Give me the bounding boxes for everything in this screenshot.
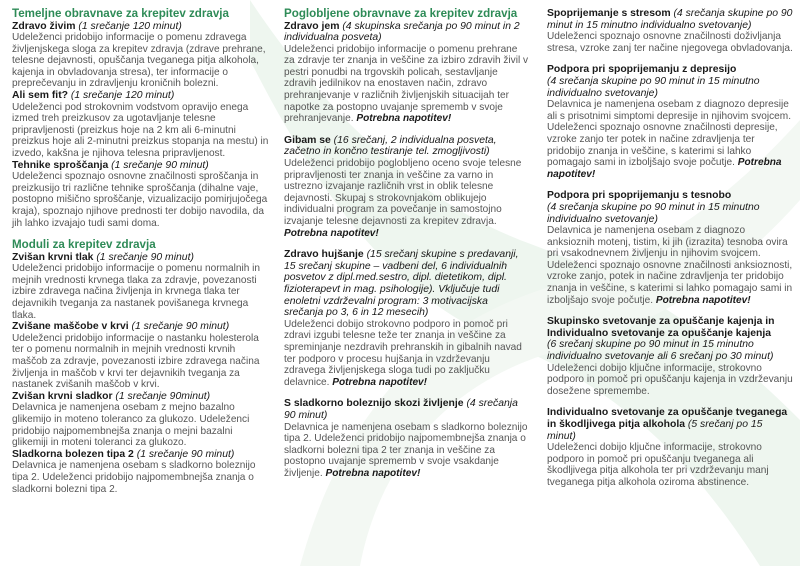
item-duration: (1 srečanje 90 minut) xyxy=(133,448,235,460)
item-duration: (6 srečanj skupine po 90 minut in 15 minutno individualno svetovanje ali 6 srečanj po 30 minut) xyxy=(547,339,774,363)
item-description: Delavnica je namenjena osebam s sladkorno boleznijo tipa 2. Udeleženci pridobijo najpomembnejša znanja o sladkorni bolezni tipa 2 ter znanja in veščine za postopno uvajanje sprememb v svoje vsakdanje življenje. xyxy=(284,421,528,479)
item-title: Zdravo jem xyxy=(284,20,340,32)
item-spoprijemanje-s-stresom xyxy=(547,8,793,54)
section-title-poglobljene: Poglobljene obravnave za krepitev zdravja xyxy=(284,7,518,20)
item-description: Udeleženci dobijo strokovno podporo in pomoč pri zdravi izgubi telesne teže ter znanja in veščine za spreminjanje nezdravih prehranskih in gibalnih navad ter podporo v procesu hujšanja in vzdrževanju zdravega življenjskega sloga tudi po zaključku delavnice. xyxy=(284,318,522,388)
item-duration: (4 srečanja skupine po 90 minut in 15 minutno individualno svetovanje) xyxy=(547,8,793,31)
item-zdravo-jem xyxy=(284,21,530,125)
item-title: Sladkorna bolezen tipa 2 xyxy=(12,448,134,460)
referral-note: Potrebna napotitev! xyxy=(322,467,421,479)
item-description: Delavnica je namenjena osebam z diagnozo anksioznih motenj, tistim, ki jih (izrazita) tesnoba ovira pri vsakodnevnem življenju in njihovim svojcem. Udeleženci spoznajo osnovne značilnosti anksioznosti, vzroke zanjo, potek in načine zdravljenja ter pridobijo znanja in veščine, s katerimi si lahko pomagajo sami in izboljšajo svoje počutje. xyxy=(547,225,793,306)
item-title: Zvišan krvni tlak xyxy=(12,251,94,263)
item-title: Tehnike sproščanja xyxy=(12,159,109,171)
item-description: Delavnica je namenjena osebam z diagnozo depresije ali s prisotnimi simptomi depresije in njihovim svojcem. Udeleženci spoznajo osnovne značilnosti depresije, vzroke zanjo ter potek in načine zdravljenja ter pridobijo znanja in veščine, s katerimi si lahko pomagajo sami in izboljšajo svoje počutje. xyxy=(547,99,792,169)
referral-note: Potrebna napotitev! xyxy=(547,157,782,180)
referral-note: Potrebna napotitev! xyxy=(653,294,751,306)
item-tehnike-sproscanja xyxy=(12,160,270,230)
item-title: S sladkorno boleznijo skozi življenje xyxy=(284,398,464,410)
item-zvisane-mascobe xyxy=(12,321,270,391)
item-duration: (1 srečanje 90 minut) xyxy=(108,159,209,171)
item-title: Gibam se xyxy=(284,134,331,146)
item-description: Udeleženci pridobijo informacije o pomenu prehrane za zdravje ter znanja in veščine za izbiro zdravih živil v pestri ponudbi na trgovskih policah, sestavljanje zdravih jedilnikov na enostaven način, zdravo prehranjevanje v različnih življenjskih situacijah ter napotke za postopno uvajanje sprememb v svoje prehranjevanje. xyxy=(284,43,529,125)
item-description: Udeleženci pridobijo informacije o pomenu normalnih in mejnih vrednosti krvnega tlaka za zdravje, povezanosti izbire zdravega načina življenja in krvnega tlaka ter dejavnikih tveganja za nastanek povišanega krvnega tlaka. xyxy=(12,263,260,321)
section-title-moduli: Moduli za krepitev zdravja xyxy=(12,238,156,252)
item-duration: (1 srečanje 120 minut) xyxy=(75,20,182,32)
column-right xyxy=(547,8,793,489)
item-depresija xyxy=(547,64,793,180)
item-zvisan-krvni-tlak xyxy=(12,252,270,322)
item-zdravo-zivim xyxy=(12,21,270,91)
item-description: Delavnica je namenjena osebam s sladkorno boleznijo tipa 2. Udeleženci pridobijo najpomembnejša znanja o sladkorni bolezni tipa 2. xyxy=(12,460,256,495)
item-description: Udeleženci dobijo ključne informacije, strokovno podporo in pomoč pri opuščanju tveganega ali škodljivega pitja alkohola ter pri vzdrževanju manj tveganega pitja alkohola oziroma abstinence. xyxy=(547,442,769,488)
item-duration: (4 skupinska srečanja po 90 minut in 2 individualna posveta) xyxy=(284,20,520,44)
referral-note: Potrebna napotitev! xyxy=(329,376,428,388)
column-left xyxy=(12,8,270,495)
item-title: Skupinsko svetovanje za opuščanje kajenja in Individualno svetovanje za opuščanje kajenja xyxy=(547,316,775,339)
item-duration: (1 srečanje 90minut) xyxy=(112,390,211,402)
item-title: Zdravo hujšanje xyxy=(284,249,364,261)
item-title: Zdravo živim xyxy=(12,20,76,32)
item-description: Udeleženci pridobijo poglobljeno oceno svoje telesne pripravljenosti ter znanja in veščine za varno in ustrezno izvajanje različnih vrst in oblik telesne dejavnosti. Skupaj s strokovnjakom oblikujejo individualni program za povečanje in samostojno izvajanje telesne dejavnosti za krepitev zdravja. xyxy=(284,158,522,227)
item-duration: (1 srečanje 90 minut) xyxy=(128,321,230,333)
referral-note: Potrebna napotitev! xyxy=(284,227,379,239)
item-duration: (1 srečanje 120 minut) xyxy=(68,90,175,102)
item-duration: (4 srečanja skupine po 90 minut in 15 minutno individualno svetovanje) xyxy=(547,75,760,99)
item-duration: (4 srečanja 90 minut) xyxy=(284,398,518,421)
column-middle xyxy=(284,8,530,479)
item-title: Podpora pri spoprijemanju z depresijo xyxy=(547,64,737,76)
item-description: Udeleženci spoznajo osnovne značilnosti doživljanja stresa, vzroke zanj ter načine njegovega obvladovanja. xyxy=(547,31,793,54)
item-title: Podpora pri spoprijemanju s tesnobo xyxy=(547,190,732,202)
item-gibam-se xyxy=(284,135,530,239)
item-description: Udeleženci pridobijo informacije o nastanku holesterola ter o pomenu normalnih in mejnih vrednosti krvnih maščob za zdravje, povezanosti izbire zdravega načina življenja in maščob v krvi ter dejavnikih tveganja za nastanek zvišanih maščob v krvi. xyxy=(12,332,260,391)
item-s-sladkorno-boleznijo xyxy=(284,398,530,479)
referral-note: Potrebna napotitev! xyxy=(353,113,452,125)
item-tesnoba xyxy=(547,190,793,306)
item-zvisan-krvni-sladkor xyxy=(12,391,270,449)
item-title: Zvišane maščobe v krvi xyxy=(12,321,129,333)
item-sladkorna-bolezen xyxy=(12,449,270,495)
item-duration: (5 srečanj po 15 minut) xyxy=(547,419,763,442)
item-zdravo-hujsanje xyxy=(284,249,530,388)
section-title-temeljne: Temeljne obravnave za krepitev zdravja xyxy=(12,7,229,20)
item-duration: (1 srečanje 90 minut) xyxy=(93,251,194,263)
item-duration: (15 srečanj skupine s predavanji, 15 srečanj skupine – vadbeni del, 6 individualnih posvetov z dipl.med.sestro, dipl. dietetikom, dipl. fizioterapevt in mag. psihologije). Vključuje tudi enoletni vzdrževalni program: 3 motivacijska srečanja po 3, 6 in 12 mesecih) xyxy=(284,249,519,319)
item-title: Ali sem fit? xyxy=(12,90,69,102)
item-description: Udeleženci pod strokovnim vodstvom opravijo enega izmed treh preizkusov za ugotavljanje telesne pripravljenosti (preizkus hoje na 2 km ali 6-minutni preizkus hoje ali 2-minutni preizkus stopanja na mestu) in izvedo, kakšna je njihova telesna pripravljenost. xyxy=(12,101,269,160)
item-duration: (4 srečanja skupine po 90 minut in 15 minutno individualno svetovanje) xyxy=(547,201,760,225)
item-duration: (16 srečanj, 2 individualna posveta, začetno in končno testiranje tel. zmogljivosti) xyxy=(284,134,497,158)
item-description: Udeleženci spoznajo osnovne značilnosti sproščanja in preizkusijo tri različne tehnike sproščanja (dihalne vaje, postopno mišično sproščanje, vizualizacijo pomirjujočega kraja), spoznajo njihove prednosti ter dobijo navodila, da jih lahko izvajajo tudi sami doma. xyxy=(12,171,268,229)
item-title: Zvišan krvni sladkor xyxy=(12,390,113,402)
item-description: Udeleženci pridobijo informacije o pomenu zdravega življenjskega sloga za krepitev zdravja (zdrave prehrane, telesne dejavnosti, opuščanja tveganega pitja alkohola, kajenja in obvladovanja stresa), ter informacije o preprečevanju in zdravljenju kroničnih bolezni. xyxy=(12,32,266,90)
item-ali-sem-fit xyxy=(12,90,270,160)
item-title: Individualno svetovanje za opuščanje tveganega in škodljivega pitja alkohola xyxy=(547,407,788,430)
item-description: Udeleženci dobijo ključne informacije, strokovno podporo in pomoč pri opuščanju kajenja in vzdrževanju dosežene spremembe. xyxy=(547,362,793,397)
item-description: Delavnica je namenjena osebam z mejno bazalno glikemijo in moteno toleranco za glukozo. Udeleženci pridobijo najpomembnejša znanja o mejni bazalni glikemiji in moteni toleranci za glukozo. xyxy=(12,402,250,449)
item-opuscanje-kajenja xyxy=(547,316,793,397)
item-title: Spoprijemanje s stresom xyxy=(547,8,671,19)
item-opuscanje-alkohola xyxy=(547,407,793,488)
